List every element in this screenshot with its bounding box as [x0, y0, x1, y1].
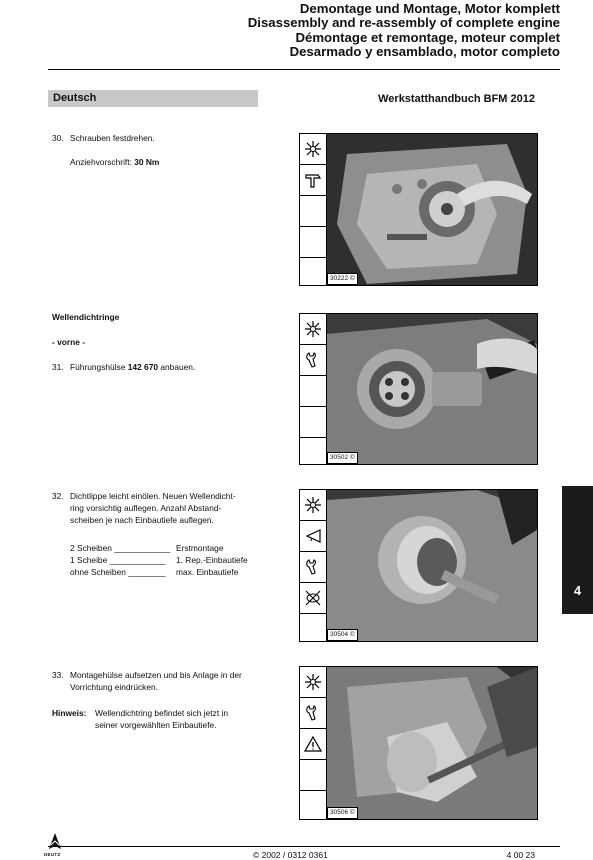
- seal-subheading: - vorne -: [52, 337, 86, 347]
- step-31-pre: Führungshülse: [70, 362, 126, 372]
- step-33-line-2: Vorrichtung eindrücken.: [70, 682, 158, 692]
- empty-icon-slot: [300, 407, 326, 438]
- chapter-tab: [562, 486, 593, 614]
- figure-30504: [299, 489, 538, 642]
- step-32-line-2: ring vorsichtig auflegen. Anzahl Abstand-: [70, 503, 222, 513]
- page-number: 4 00 23: [506, 850, 535, 860]
- step-30-torque: [70, 156, 159, 168]
- assembly-icon: [300, 314, 326, 345]
- figure-30502: [299, 313, 538, 465]
- icon-column: [300, 490, 327, 641]
- step-30-text: Schrauben festdrehen.: [70, 133, 155, 143]
- torque-label: Anziehvorschrift:: [70, 157, 132, 167]
- oil-icon: [300, 521, 326, 552]
- empty-icon-slot: [300, 196, 326, 227]
- step-32-line-1: Dichtlippe leicht einölen. Neuen Wellendicht-: [70, 491, 236, 501]
- step-31-post: anbauen.: [160, 362, 196, 372]
- step-32-text: [70, 490, 253, 526]
- washer-count: 2 Scheiben ____________: [70, 543, 171, 553]
- footer-divider: [48, 846, 560, 847]
- chapter-number: 4: [573, 583, 582, 598]
- washer-row: [70, 542, 248, 554]
- icon-column: [300, 134, 327, 285]
- step-31-text: [70, 361, 195, 373]
- header-divider: [48, 69, 560, 70]
- language-bar: [48, 90, 258, 107]
- title-es: Desarmado y ensamblado, motor completo: [289, 43, 560, 59]
- figure-code: 30222 ©: [327, 273, 358, 285]
- assembly-icon: [300, 490, 326, 521]
- step-32-number: 32.: [52, 491, 64, 501]
- special-tool-icon: [300, 552, 326, 583]
- washer-row: [70, 554, 248, 566]
- washer-meaning: 1. Rep.-Einbautiefe: [176, 555, 248, 565]
- handbook-title: Werkstatthandbuch BFM 2012: [378, 93, 535, 105]
- assembly-icon: [300, 134, 326, 165]
- language-label: Deutsch: [53, 92, 97, 104]
- figure-30506: [299, 666, 538, 820]
- washer-count: ohne Scheiben ________: [70, 567, 166, 577]
- engine-photo: [327, 134, 537, 285]
- step-32-line-3: scheiben je nach Einbautiefe auflegen.: [70, 515, 214, 525]
- title-en: Disassembly and re-assembly of complete engine: [247, 15, 560, 31]
- figure-code: 30502 ©: [327, 452, 358, 464]
- step-30-number: 30.: [52, 133, 64, 143]
- figure-code: 30504 ©: [327, 629, 358, 641]
- engine-photo: [327, 490, 537, 641]
- engine-photo: [327, 314, 537, 464]
- step-33-text: [70, 669, 242, 693]
- step-33-number: 33.: [52, 670, 64, 680]
- logo-text: DEUTZ: [44, 852, 61, 857]
- document-header: [248, 2, 560, 59]
- step-31-number: 31.: [52, 362, 64, 372]
- special-tool-icon: [300, 345, 326, 376]
- empty-icon-slot: [300, 376, 326, 407]
- icon-column: [300, 314, 327, 464]
- washer-table: [70, 542, 248, 578]
- copyright: © 2002 / 0312 0361: [253, 850, 328, 860]
- special-tool-icon: [300, 698, 326, 729]
- figure-30222: [299, 133, 538, 286]
- hint-line-1: Wellendichtring befindet sich jetzt in: [95, 708, 228, 718]
- assembly-icon: [300, 667, 326, 698]
- torque-value: 30 Nm: [134, 157, 160, 167]
- washer-count: 1 Scheibe ____________: [70, 555, 166, 565]
- washer-meaning: Erstmontage: [176, 543, 224, 553]
- step-33-line-1: Montagehülse aufsetzen und bis Anlage in der: [70, 670, 242, 680]
- hint-label: Hinweis:: [52, 708, 87, 718]
- part-number: 142 670: [127, 362, 159, 372]
- engine-photo: [327, 667, 537, 819]
- washer-meaning: max. Einbautiefe: [176, 567, 239, 577]
- washer-row: [70, 566, 248, 578]
- title-de: Demontage und Montage, Motor komplett: [299, 1, 560, 16]
- figure-code: 30506 ©: [327, 807, 358, 819]
- hint-text: [95, 707, 253, 731]
- icon-column: [300, 667, 327, 819]
- seal-heading: Wellendichtringe: [52, 312, 120, 322]
- hint-line-2: seiner vorgewählten Einbautiefe.: [95, 720, 217, 730]
- warning-icon: [300, 729, 326, 760]
- replace-part-icon: [300, 583, 326, 614]
- torque-wrench-icon: [300, 165, 326, 196]
- empty-icon-slot: [300, 760, 326, 791]
- empty-icon-slot: [300, 227, 326, 258]
- title-fr: Démontage et remontage, moteur complet: [295, 29, 560, 45]
